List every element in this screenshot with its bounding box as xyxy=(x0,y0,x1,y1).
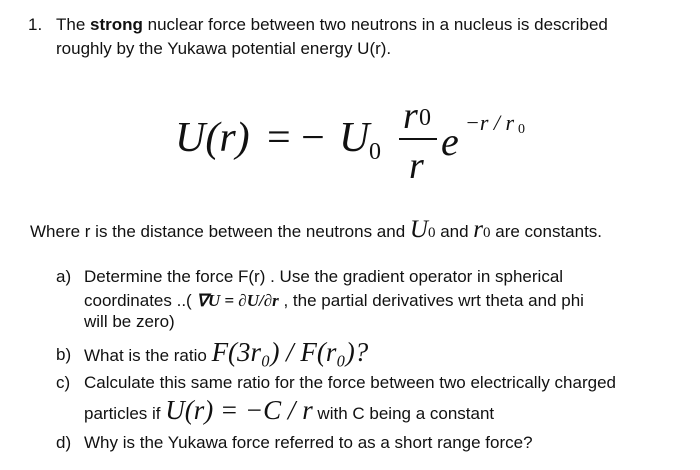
part-c-line-2 xyxy=(84,396,494,428)
part-a-text-after: , the partial derivatives wrt theta and phi xyxy=(278,291,584,310)
equation-exponent-subscript: 0 xyxy=(518,122,525,137)
part-b-label: b) xyxy=(56,345,72,364)
equation-numerator: r xyxy=(403,95,418,137)
part-a-line-1: Determine the force F(r) . Use the gradient operator in spherical xyxy=(84,267,564,286)
intro-text-after: nuclear force between two neutrons in a nucleus is described xyxy=(142,15,608,34)
part-d-label: d) xyxy=(56,433,72,452)
fraction-bar xyxy=(399,138,437,140)
part-c-text-before: particles if xyxy=(84,404,166,423)
equation-exponent: −r / r xyxy=(465,110,515,135)
part-c-label: c) xyxy=(56,373,71,392)
problem-intro-line-2: roughly by the Yukawa potential energy U(r). xyxy=(56,39,392,58)
part-b-text: What is the ratio xyxy=(84,346,212,365)
part-a-text-before: coordinates ..( xyxy=(84,291,197,310)
part-b-line xyxy=(84,338,368,370)
where-u-subscript: 0 xyxy=(427,225,436,241)
part-a-label: a) xyxy=(56,267,72,286)
force-ratio-formula: F(3r₀) / F(r₀)? xyxy=(211,337,369,367)
where-text-before: Where r is the distance between the neutrons and xyxy=(30,222,410,241)
equation-equals-minus: = − xyxy=(267,115,325,161)
problem-number: 1. xyxy=(28,15,43,34)
equation-u-subscript: 0 xyxy=(369,139,381,165)
where-and: and xyxy=(435,222,474,241)
gradient-formula: ∇U = ∂U/∂r xyxy=(196,291,279,310)
equation-lhs: U(r) xyxy=(175,115,250,161)
coulomb-potential-formula: U(r) = −C / r xyxy=(165,395,313,425)
where-r-subscript: 0 xyxy=(483,225,491,241)
equation-u-symbol: U xyxy=(339,115,370,161)
part-a-line-2 xyxy=(84,290,584,311)
where-u-symbol: U xyxy=(409,216,428,243)
problem-intro-line-1 xyxy=(56,14,608,35)
part-a-line-3: will be zero) xyxy=(84,312,175,331)
part-d-text: Why is the Yukawa force referred to as a short range force? xyxy=(84,433,533,452)
part-c-text-after: with C being a constant xyxy=(312,404,495,423)
where-line xyxy=(30,218,602,245)
equation-exp-base: e xyxy=(441,119,459,164)
intro-bold-word: strong xyxy=(90,15,143,34)
yukawa-equation xyxy=(175,95,555,190)
where-text-after: are constants. xyxy=(490,222,603,241)
part-c-line-1: Calculate this same ratio for the force between two electrically charged xyxy=(84,373,616,392)
intro-text-before: The xyxy=(56,15,91,34)
equation-numerator-subscript: 0 xyxy=(419,105,431,131)
where-r-symbol: r xyxy=(473,216,484,243)
equation-denominator: r xyxy=(409,145,424,187)
